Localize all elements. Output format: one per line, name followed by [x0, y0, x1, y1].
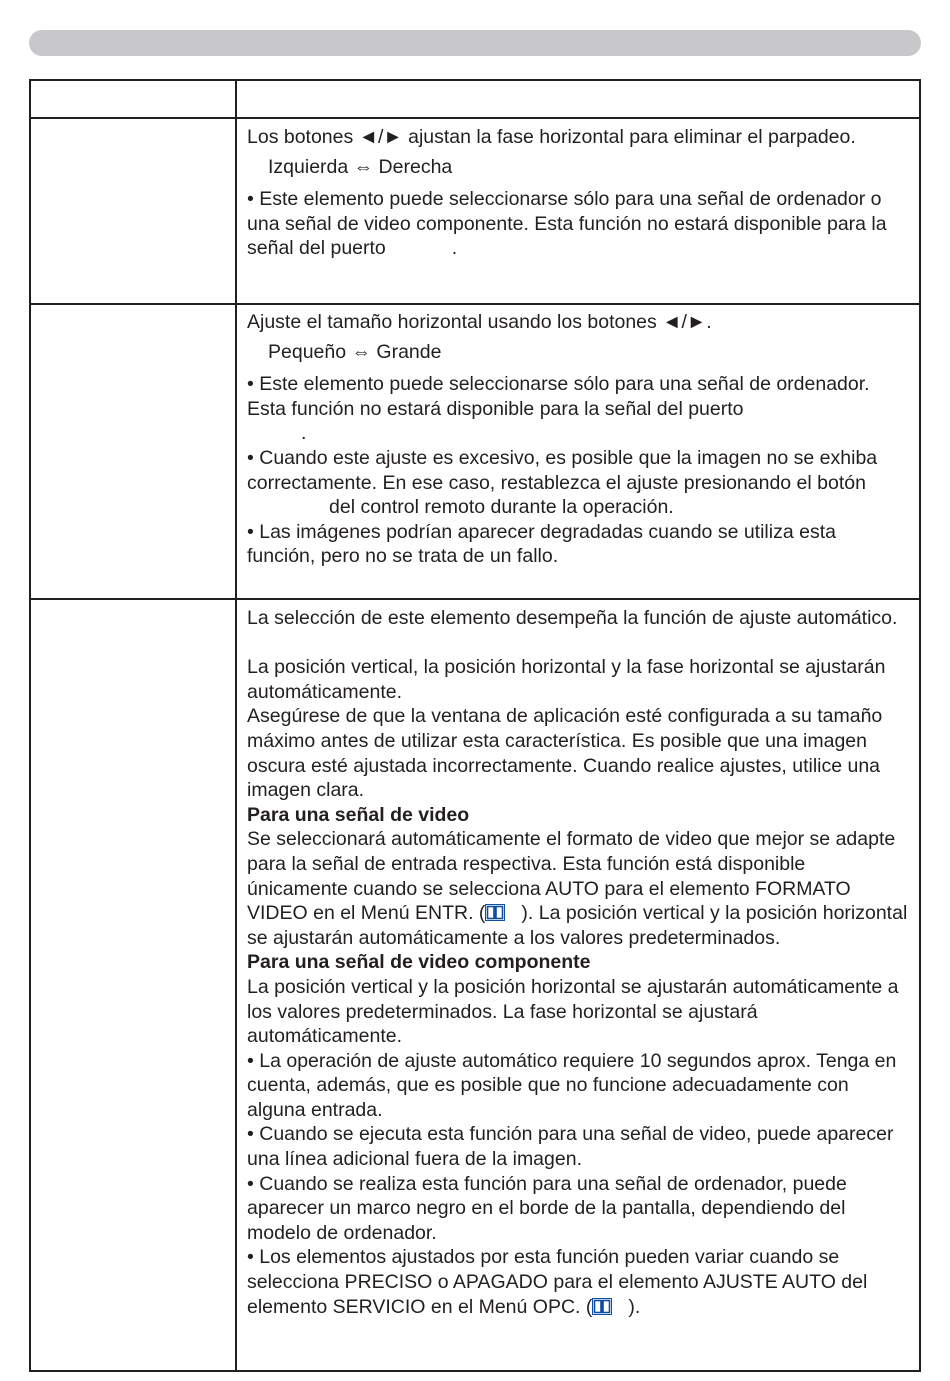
- table-row: [30, 304, 920, 599]
- note-text-a: • Cuando este ajuste es excesivo, es posible que la imagen no se exhiba correctamente. En ese caso, restablezca el ajuste presionando el botón: [247, 446, 878, 494]
- page-header-bar: [29, 30, 921, 56]
- row-description: [236, 304, 920, 599]
- note-text: [247, 1245, 909, 1319]
- table-row: [30, 599, 920, 1371]
- note-text: [247, 372, 909, 446]
- note-text: • Las imágenes podrían aparecer degradadas cuando se utiliza esta función, pero no se trata de un fallo.: [247, 520, 836, 568]
- header-cell-item: [30, 80, 236, 118]
- note-text-a: • Los elementos ajustados por esta función pueden variar cuando se selecciona PRECISO o APAGADO para el elemento AJUSTE AUTO del elemento SERVICIO en el Menú OPC. (: [247, 1246, 868, 1318]
- note-text: [247, 446, 909, 520]
- note-text: • Cuando se realiza esta función para una señal de ordenador, puede aparecer un marco negro en el borde de la pantalla, dependiendo del modelo de ordenador.: [247, 1172, 847, 1244]
- section-heading: [247, 950, 909, 975]
- row-label: [30, 599, 236, 1371]
- note-text-b: ).: [628, 1295, 641, 1318]
- note-text-a: • Este elemento puede seleccionarse sólo para una señal de ordenador. Esta función no estará disponible para la señal del puerto: [247, 373, 870, 420]
- description-text: Los botones ◄/► ajustan la fase horizontal para eliminar el parpadeo.: [247, 126, 856, 148]
- description-text: Asegúrese de que la ventana de aplicación esté configurada a su tamaño máximo antes de utilizar esta característica. Es posible que una imagen oscura esté ajustada incorrectamente. Cuando realice ajustes, utilice una imagen clara.: [247, 705, 883, 802]
- range-text: Izquierda ⇔ Derecha: [268, 155, 453, 178]
- row-label: [30, 304, 236, 599]
- note-text: [247, 187, 909, 261]
- book-icon: [592, 1298, 612, 1315]
- note-text-b: del control remoto durante la operación.: [329, 496, 674, 519]
- book-icon: [485, 904, 505, 921]
- settings-table: [29, 79, 921, 1372]
- description-text: La posición vertical, la posición horizontal y la fase horizontal se ajustarán automáticamente.: [247, 656, 886, 703]
- description-text-a: Se seleccionará automáticamente el formato de video que mejor se adapte para la señal de entrada respectiva. Esta función está disponible únicamente cuando se selecciona AUTO para el elemento FORMATO VIDEO en el Menú ENTR. (: [247, 828, 896, 925]
- note-text-b: .: [301, 422, 307, 445]
- section-heading-text: Para una señal de video componente: [247, 951, 591, 974]
- note-text-a: • Este elemento puede seleccionarse sólo para una señal de ordenador o una señal de video componente. Esta función no estará disponible para la señal del puerto: [247, 188, 887, 260]
- description-text: Ajuste el tamaño horizontal usando los botones ◄/►.: [247, 311, 712, 333]
- table-row: [30, 118, 920, 304]
- section-heading: [247, 803, 909, 828]
- row-label: [30, 118, 236, 304]
- section-heading-text: Para una señal de video: [247, 803, 470, 826]
- table-header-row: [30, 80, 920, 118]
- description-text: [247, 827, 909, 950]
- description-text-b: ). La posición vertical y la posición horizontal se ajustarán automáticamente a los valores predeterminados.: [247, 902, 908, 949]
- note-text: • La operación de ajuste automático requiere 10 segundos aprox. Tenga en cuenta, además, que es posible que no funcione adecuadamente con alguna entrada.: [247, 1049, 897, 1121]
- range-text: Pequeño ⇔ Grande: [268, 340, 442, 363]
- description-text: La posición vertical y la posición horizontal se ajustarán automáticamente a los valores predeterminados. La fase horizontal se ajustará automáticamente.: [247, 975, 899, 1048]
- note-text-b: .: [451, 237, 458, 260]
- row-description: [236, 599, 920, 1371]
- description-text: La selección de este elemento desempeña la función de ajuste automático.: [247, 607, 898, 629]
- header-cell-description: [236, 80, 920, 118]
- note-text: • Cuando se ejecuta esta función para una señal de video, puede aparecer una línea adicional fuera de la imagen.: [247, 1123, 894, 1171]
- row-description: [236, 118, 920, 304]
